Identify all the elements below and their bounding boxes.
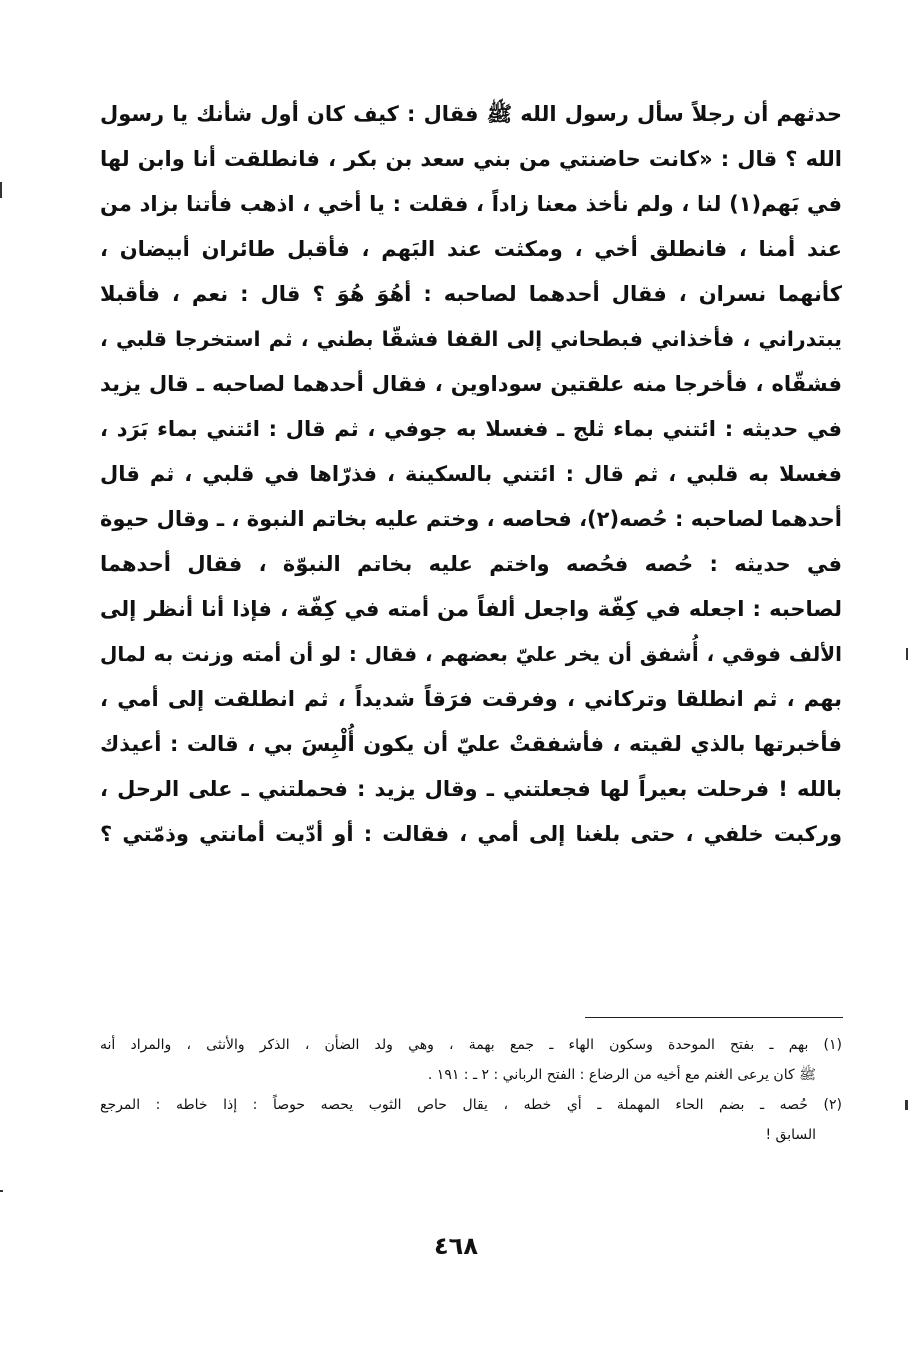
main-text-block — [100, 92, 842, 857]
text-line-16: بالله ! فرحلت بعيراً لها فجعلتني ـ وقال يزيد : فحملتني ـ على الرحل ، — [100, 777, 842, 801]
text-line-8: في حديثه : ائتني بماء ثلج ـ فغسلا به جوفي ، ثم قال : ائتني بماء بَرَد ، — [100, 417, 842, 441]
text-line-10: أحدهما لصاحبه : حُصه(٢)، فحاصه ، وختم عليه بخاتم النبوة ، ـ وقال حيوة — [100, 507, 842, 531]
scan-edge-mark — [0, 1190, 3, 1192]
scan-edge-mark — [905, 1100, 908, 1110]
text-line-9: فغسلا به قلبي ، ثم قال : ائتني بالسكينة ، فذرّاها في قلبي ، ثم قال — [100, 462, 842, 486]
text-line-7: فشقّاه ، فأخرجا منه علقتين سوداوين ، فقال أحدهما لصاحبه ـ قال يزيد — [100, 372, 842, 396]
text-line-6: يبتدراني ، فأخذاني فبطحاني إلى القفا فشقّا بطني ، ثم استخرجا قلبي ، — [100, 327, 842, 351]
text-line-3: في بَهم(١) لنا ، ولم نأخذ معنا زاداً ، فقلت : يا أخي ، اذهب فأتنا بزاد من — [100, 192, 842, 216]
footnotes-block — [100, 1030, 842, 1150]
scan-edge-mark — [0, 182, 2, 198]
text-line-5: كأنهما نسران ، فقال أحدهما لصاحبه : أهُوَ هُوَ ؟ قال : نعم ، فأقبلا — [100, 282, 842, 306]
page-number: ٤٦٨ — [434, 1232, 478, 1260]
footnote-1: (١) بهم ـ بفتح الموحدة وسكون الهاء ـ جمع بهمة ، وهي ولد الضأن ، الذكر والأنثى ، والمراد أنه — [100, 1037, 842, 1053]
text-line-14: بهم ، ثم انطلقا وتركاني ، وفرقت فرَقاً شديداً ، ثم انطلقت إلى أمي ، — [100, 687, 842, 711]
footnote-2-continued: السابق ! — [765, 1127, 816, 1143]
footnote-2: (٢) حُصه ـ بضم الحاء المهملة ـ أي خطه ، يقال حاص الثوب يحصه حوصاً : إذا خاطه : المرجع — [100, 1097, 842, 1113]
text-line-2: الله ؟ قال : «كانت حاضنتي من بني سعد بن بكر ، فانطلقت أنا وابن لها — [100, 147, 842, 171]
text-line-1: حدثهم أن رجلاً سأل رسول الله ﷺ فقال : كيف كان أول شأنك يا رسول — [100, 102, 842, 126]
text-line-13: الألف فوقي ، أُشفق أن يخر عليّ بعضهم ، فقال : لو أن أمته وزنت به لمال — [100, 642, 842, 666]
text-line-11: في حديثه : حُصه فحُصه واختم عليه بخاتم النبوّة ، فقال أحدهما — [100, 552, 842, 576]
text-line-4: عند أمنا ، فانطلق أخي ، ومكثت عند البَهم ، فأقبل طائران أبيضان ، — [100, 237, 842, 261]
text-line-12: لصاحبه : اجعله في كِفّة واجعل ألفاً من أمته في كِفّة ، فإذا أنا أنظر إلى — [100, 597, 842, 621]
text-line-15: فأخبرتها بالذي لقيته ، فأشفقتْ عليّ أن يكون أُلْبِسَ بي ، قالت : أعيذك — [100, 732, 842, 756]
footnote-1-continued: ﷺ كان يرعى الغنم مع أخيه من الرضاع : الفتح الرباني : ٢ ـ : ١٩١ . — [427, 1067, 816, 1083]
text-line-17: وركبت خلفي ، حتى بلغنا إلى أمي ، فقالت : أو أدّيت أمانتي وذمّتي ؟ — [100, 822, 842, 846]
footnote-separator — [585, 1017, 843, 1018]
scan-edge-mark — [906, 648, 908, 660]
